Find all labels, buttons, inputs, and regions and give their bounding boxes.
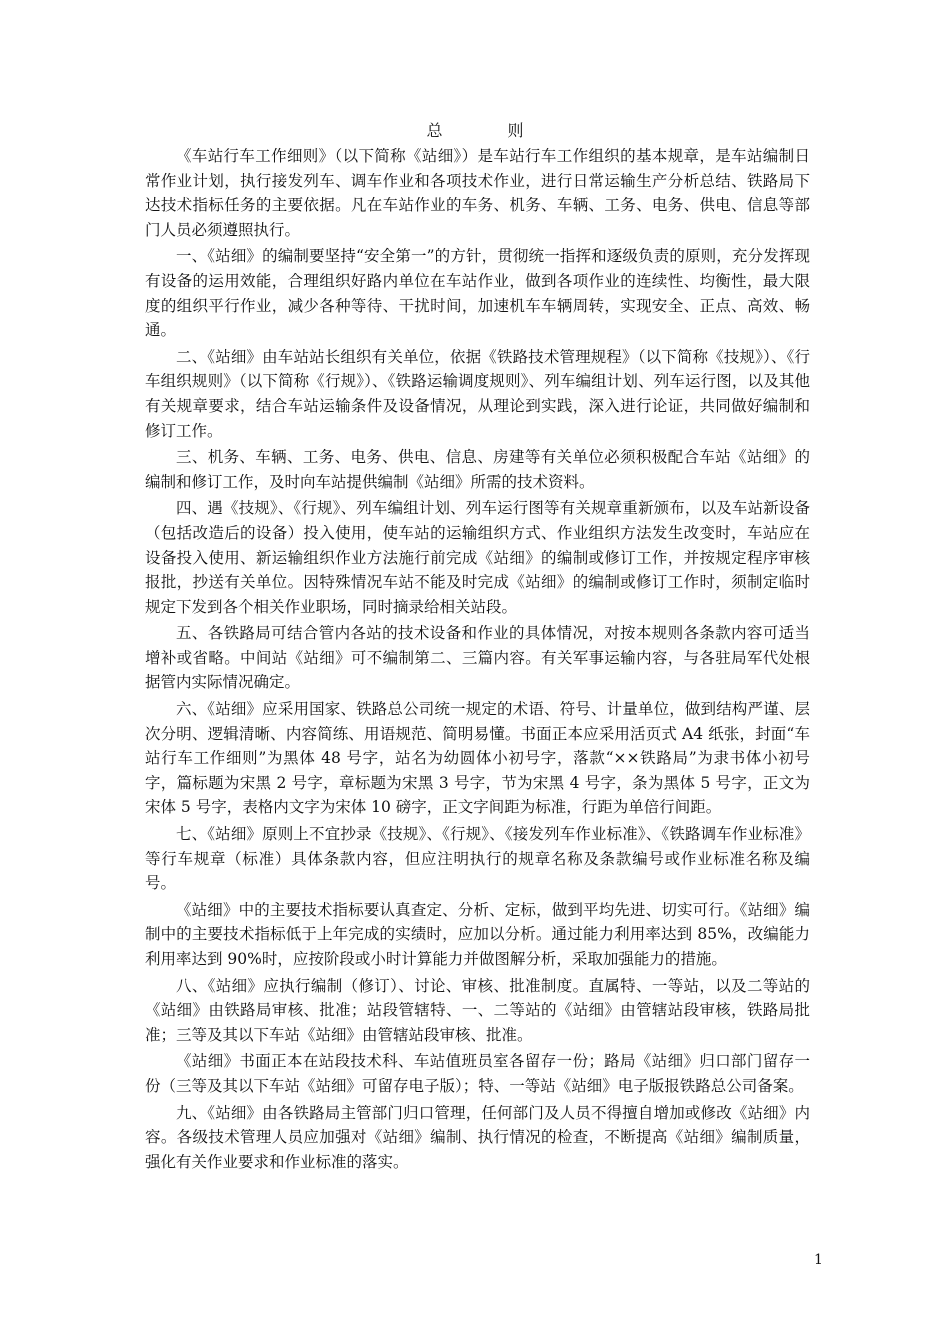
paragraph-intro: 《车站行车工作细则》（以下简称《站细》）是车站行车工作组织的基本规章，是车站编制日常作业计划，执行接发列车、调车作业和各项技术作业，进行日常运输生产分析总结、铁路局下达技术指标任务的主要依据。凡在车站作业的车务、机务、车辆、工务、电务、供电、信息等部门人员必须遵照执行。 [145,147,810,239]
paragraph-9: 九、《站细》由各铁路局主管部门归口管理，任何部门及人员不得擅自增加或修改《站细》内容。各级技术管理人员应加强对《站细》编制、执行情况的检查，不断提高《站细》编制质量，强化有关作业要求和作业标准的落实。 [145,1103,810,1171]
paragraph-6: 六、《站细》应采用国家、铁路总公司统一规定的术语、符号、计量单位，做到结构严谨、层次分明、逻辑清晰、内容简练、用语规范、简明易懂。书面正本应采用活页式 A4 纸张，封面“车站行车工作细则”为黑体 48 号字，站名为幼圆体小初号字，落款“××铁路局”为隶书体小初号字，篇标题为宋黑 2 号字，章标题为宋黑 3 号字，节为宋黑 4 号字，条为黑体 5 号字，正文为宋体 5 号字，表格内文字为宋体 10 磅字，正文字间距为标准，行距为单倍行间距。 [145,700,810,817]
paragraph-3: 三、机务、车辆、工务、电务、供电、信息、房建等有关单位必须积极配合车站《站细》的编制和修订工作，及时向车站提供编制《站细》所需的技术资料。 [145,448,810,491]
document-body [145,144,810,1176]
paragraph-1: 一、《站细》的编制要坚持“安全第一”的方针，贯彻统一指挥和逐级负责的原则，充分发挥现有设备的运用效能，合理组织好路内单位在车站作业，做到各项作业的连续性、均衡性，最大限度的组织平行作业，减少各种等待、干扰时间，加速机车车辆周转，实现安全、正点、高效、畅通。 [145,247,810,340]
paragraph-7: 七、《站细》原则上不宜抄录《技规》、《行规》、《接发列车作业标准》、《铁路调车作业标准》等行车规章（标准）具体条款内容，但应注明执行的规章名称及条款编号或作业标准名称及编号。 [145,825,810,893]
section-title: 总 则 [426,121,554,140]
paragraph-8: 八、《站细》应执行编制（修订）、讨论、审核、批准制度。直属特、一等站，以及二等站的《站细》由铁路局审核、批准；站段管辖特、一、二等站的《站细》由管辖站段审核，铁路局批准；三等及其以下车站《站细》由管辖站段审核、批准。 [145,976,810,1044]
paragraph-5: 五、各铁路局可结合管内各站的技术设备和作业的具体情况，对按本规则各条款内容可适当增补或省略。中间站《站细》可不编制第二、三篇内容。有关军事运输内容，与各驻局军代处根据管内实际情况确定。 [145,624,810,692]
paragraph-2: 二、《站细》由车站站长组织有关单位，依据《铁路技术管理规程》（以下简称《技规》）、《行车组织规则》（以下简称《行规》）、《铁路运输调度规则》、列车编组计划、列车运行图，以及其他有关规章要求，结合车站运输条件及设备情况，从理论到实践，深入进行论证，共同做好编制和修订工作。 [145,347,810,440]
paragraph-8-note: 《站细》书面正本在站段技术科、车站值班员室各留存一份；路局《站细》归口部门留存一份（三等及其以下车站《站细》可留存电子版）；特、一等站《站细》电子版报铁路总公司备案。 [145,1052,810,1095]
paragraph-4: 四、遇《技规》、《行规》、列车编组计划、列车运行图等有关规章重新颁布，以及车站新设备（包括改造后的设备）投入使用，使车站的运输组织方式、作业组织方法发生改变时，车站应在设备投入使用、新运输组织作业方法施行前完成《站细》的编制或修订工作，并按规定程序审核报批，抄送有关单位。因特殊情况车站不能及时完成《站细》的编制或修订工作时，须制定临时规定下发到各个相关作业职场，同时摘录给相关站段。 [145,499,810,616]
page-number: 1 [814,1252,823,1268]
paragraph-7-note: 《站细》中的主要技术指标要认真查定、分析、定标，做到平均先进、切实可行。《站细》编制中的主要技术指标低于上年完成的实绩时，应加以分析。通过能力利用率达到 85%，改编能力利用率达到 90%时，应按阶段或小时计算能力并做图解分析，采取加强能力的措施。 [145,900,810,968]
